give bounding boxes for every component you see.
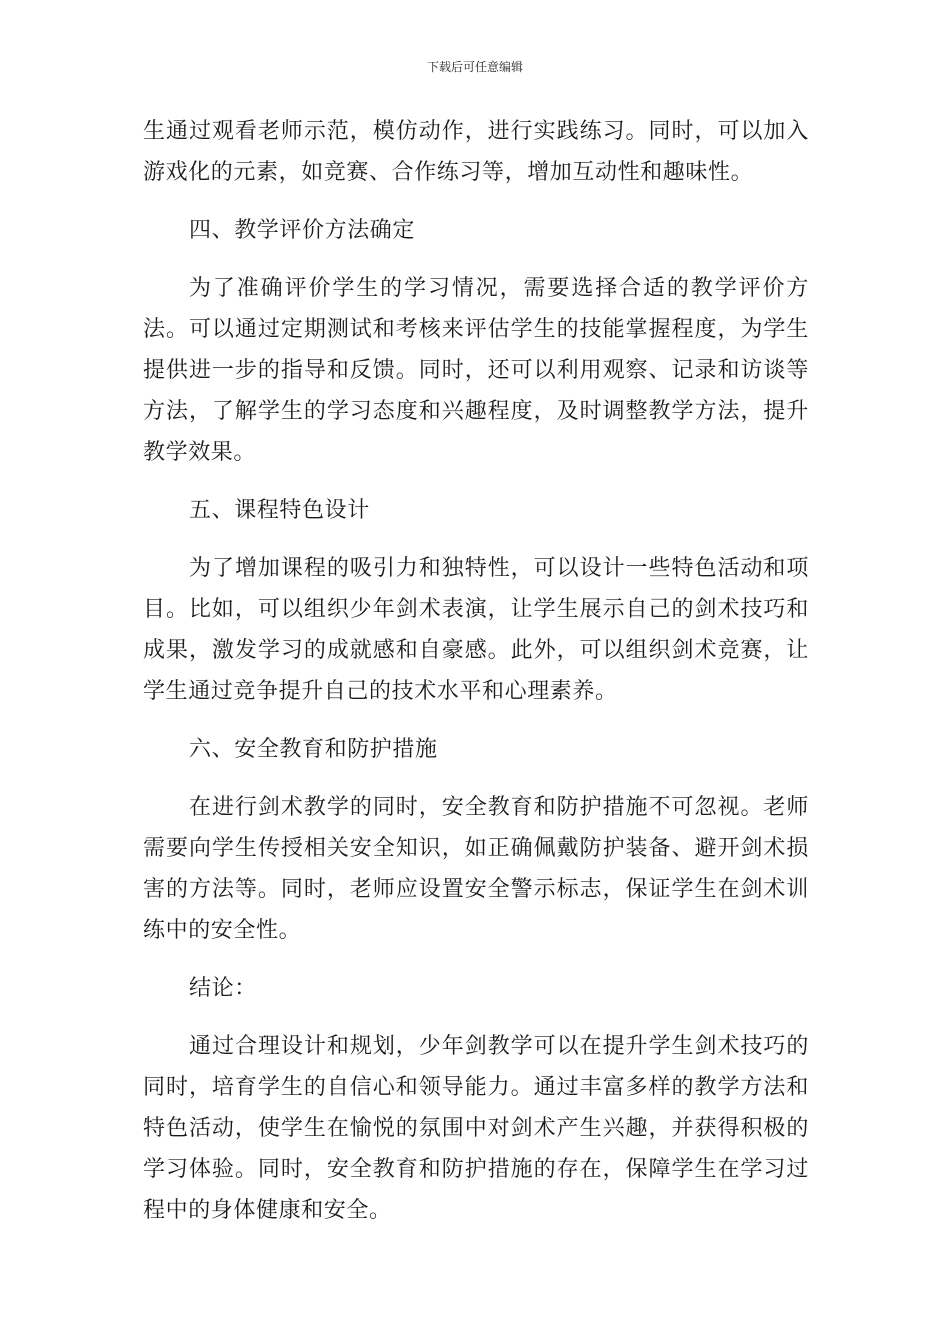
document-body — [143, 111, 809, 1231]
section-heading-features: 五、课程特色设计 — [189, 498, 370, 523]
paragraph-conclusion: 通过合理设计和规划，少年剑教学可以在提升学生剑术技巧的同时，培育学生的自信心和领导能力。通过丰富多样的教学方法和特色活动，使学生在愉悦的氛围中对剑术产生兴趣，并获得积极的学习体验。同时，安全教育和防护措施的存在，保障学生在学习过程中的身体健康和安全。 — [143, 1034, 809, 1223]
section-heading-safety: 六、安全教育和防护措施 — [189, 737, 438, 762]
paragraph-evaluation: 为了准确评价学生的学习情况，需要选择合适的教学评价方法。可以通过定期测试和考核来评估学生的技能掌握程度，为学生提供进一步的指导和反馈。同时，还可以利用观察、记录和访谈等方法，了解学生的学习态度和兴趣程度，及时调整教学方法，提升教学效果。 — [143, 276, 809, 465]
paragraph-continuation: 生通过观看老师示范，模仿动作，进行实践练习。同时，可以加入游戏化的元素，如竞赛、合作练习等，增加互动性和趣味性。 — [143, 119, 809, 185]
section-heading-conclusion: 结论： — [189, 976, 257, 1001]
page-header-note: 下载后可任意编辑 — [426, 60, 523, 74]
paragraph-safety: 在进行剑术教学的同时，安全教育和防护措施不可忽视。老师需要向学生传授相关安全知识，如正确佩戴防护装备、避开剑术损害的方法等。同时，老师应设置安全警示标志，保证学生在剑术训练中的安全性。 — [143, 795, 809, 943]
paragraph-features: 为了增加课程的吸引力和独特性，可以设计一些特色活动和项目。比如，可以组织少年剑术表演，让学生展示自己的剑术技巧和成果，激发学习的成就感和自豪感。此外，可以组织剑术竞赛，让学生通过竞争提升自己的技术水平和心理素养。 — [143, 556, 809, 704]
section-heading-evaluation: 四、教学评价方法确定 — [189, 218, 416, 243]
